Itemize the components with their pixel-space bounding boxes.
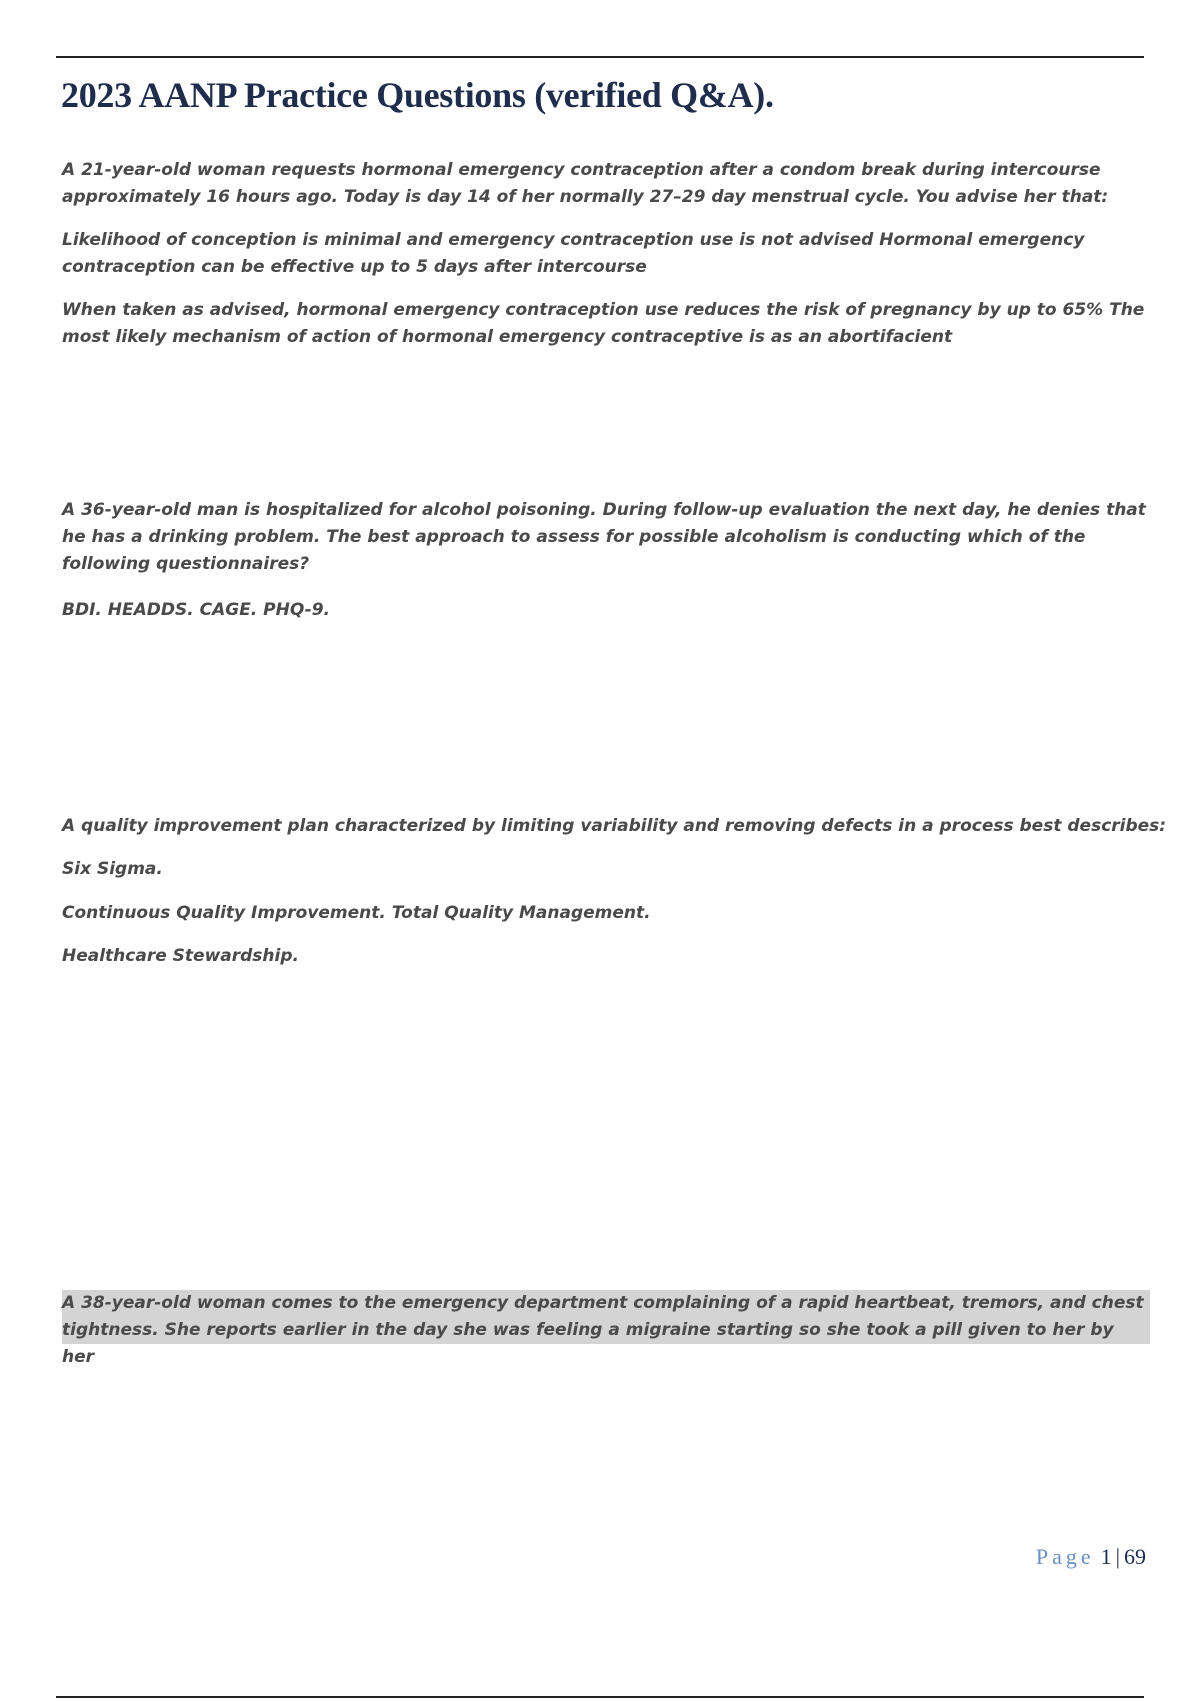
total-pages: 69: [1124, 1544, 1146, 1569]
bottom-rule: [56, 1696, 1144, 1698]
question-3-option-3: Healthcare Stewardship.: [62, 946, 299, 966]
question-1-prompt: A 21-year-old woman requests hormonal emergency contraception after a condom break during intercourse approximately 16 hours ago. Today is day 14 of her normally 27–29 day menstrual cycle. You advise her that:: [62, 160, 1109, 207]
question-1-option-2: When taken as advised, hormonal emergency contraception use reduces the risk of pregnancy by up to 65% The most likely mechanism of action of hormonal emergency contraceptive is as an abortifacient: [62, 300, 1145, 347]
top-rule: [56, 56, 1144, 58]
question-1-option-1: Likelihood of conception is minimal and emergency contraception use is not advised Hormonal emergency contraception can be effective up to 5 days after intercourse: [62, 230, 1085, 277]
question-4-prompt: A 38-year-old woman comes to the emergency department complaining of a rapid heartbeat, tremors, and chest tightness. She reports earlier in the day she was feeling a migraine starting so she took a pill given to her by her: [62, 1293, 1144, 1367]
current-page-number: 1: [1100, 1544, 1112, 1569]
question-3-option-1: Six Sigma.: [62, 859, 163, 879]
question-2-prompt: A 36-year-old man is hospitalized for alcohol poisoning. During follow-up evaluation the next day, he denies that he has a drinking problem. The best approach to assess for possible alcoholism is conducting which of the following questionnaires?: [62, 500, 1146, 574]
question-3-prompt: A quality improvement plan characterized by limiting variability and removing defects in a process best describes:: [62, 816, 1167, 836]
page-label: Page: [1035, 1544, 1095, 1569]
page-title: 2023 AANP Practice Questions (verified Q&A).: [61, 75, 774, 115]
question-3-option-2: Continuous Quality Improvement. Total Quality Management.: [62, 903, 651, 923]
page-separator: |: [1115, 1544, 1120, 1569]
page-number-footer: [1036, 1544, 1146, 1570]
question-2-option-1: BDI. HEADDS. CAGE. PHQ-9.: [62, 600, 330, 620]
